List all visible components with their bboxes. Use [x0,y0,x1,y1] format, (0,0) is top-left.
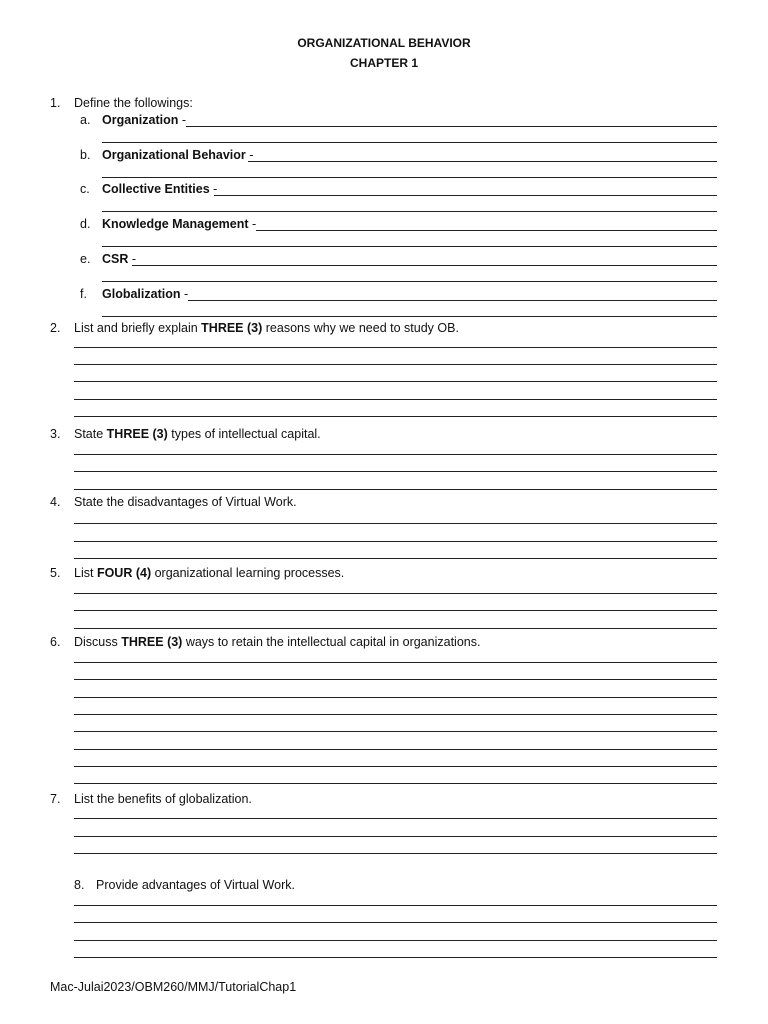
answer-line [74,399,717,400]
definition-term: Collective Entities - [102,182,218,196]
answer-line [74,922,717,923]
answer-line [74,766,717,767]
question-6-number: 6. [50,635,61,649]
question-2-number: 2. [50,321,61,335]
definition-letter: d. [80,217,91,231]
definition-letter: a. [80,113,91,127]
answer-line [74,957,717,958]
answer-line [74,679,717,680]
answer-line [74,783,717,784]
definition-letter: b. [80,148,91,162]
answer-line [74,628,717,629]
question-8-text: Provide advantages of Virtual Work. [96,878,295,892]
definition-term: Globalization - [102,287,189,301]
question-3-text: State THREE (3) types of intellectual capital. [74,427,321,441]
answer-line [74,558,717,559]
answer-line [102,281,717,282]
question-4-text: State the disadvantages of Virtual Work. [74,495,297,509]
page-subtitle: CHAPTER 1 [349,56,418,70]
answer-line [256,230,717,231]
question-3-number: 3. [50,427,61,441]
answer-line [248,161,717,162]
definition-letter: f. [80,287,87,301]
answer-line [74,523,717,524]
answer-line [186,126,717,127]
question-2-text: List and briefly explain THREE (3) reasons why we need to study OB. [74,321,459,335]
answer-line [102,142,717,143]
answer-line [102,246,717,247]
answer-line [132,265,717,266]
answer-line [74,818,717,819]
question-1-text: Define the followings: [74,96,193,110]
question-4-number: 4. [50,495,61,509]
answer-line [74,454,717,455]
answer-line [74,853,717,854]
answer-line [74,836,717,837]
answer-line [74,697,717,698]
question-6-text: Discuss THREE (3) ways to retain the intellectual capital in organizations. [74,635,481,649]
answer-line [74,940,717,941]
answer-line [102,211,717,212]
question-7-text: List the benefits of globalization. [74,792,252,806]
answer-line [74,610,717,611]
page-title: ORGANIZATIONAL BEHAVIOR [297,36,471,50]
answer-line [74,731,717,732]
question-5-number: 5. [50,566,61,580]
answer-line [74,541,717,542]
question-5-text: List FOUR (4) organizational learning processes. [74,566,345,580]
answer-line [74,749,717,750]
answer-line [74,714,717,715]
answer-line [74,471,717,472]
answer-line [74,416,717,417]
answer-line [102,177,717,178]
footer-reference: Mac-Julai2023/OBM260/MMJ/TutorialChap1 [50,980,297,994]
definition-term: CSR - [102,252,137,266]
definition-term: Organizational Behavior - [102,148,254,162]
answer-line [74,364,717,365]
definition-letter: c. [80,182,90,196]
definition-letter: e. [80,252,91,266]
answer-line [188,300,717,301]
question-7-number: 7. [50,792,61,806]
definition-term: Knowledge Management - [102,217,257,231]
answer-line [74,905,717,906]
answer-line [214,195,717,196]
question-8-number: 8. [74,878,85,892]
answer-line [74,662,717,663]
answer-line [74,489,717,490]
question-1-number: 1. [50,96,61,110]
answer-line [74,381,717,382]
answer-line [74,593,717,594]
answer-line [102,316,717,317]
answer-line [74,347,717,348]
definition-term: Organization - [102,113,187,127]
